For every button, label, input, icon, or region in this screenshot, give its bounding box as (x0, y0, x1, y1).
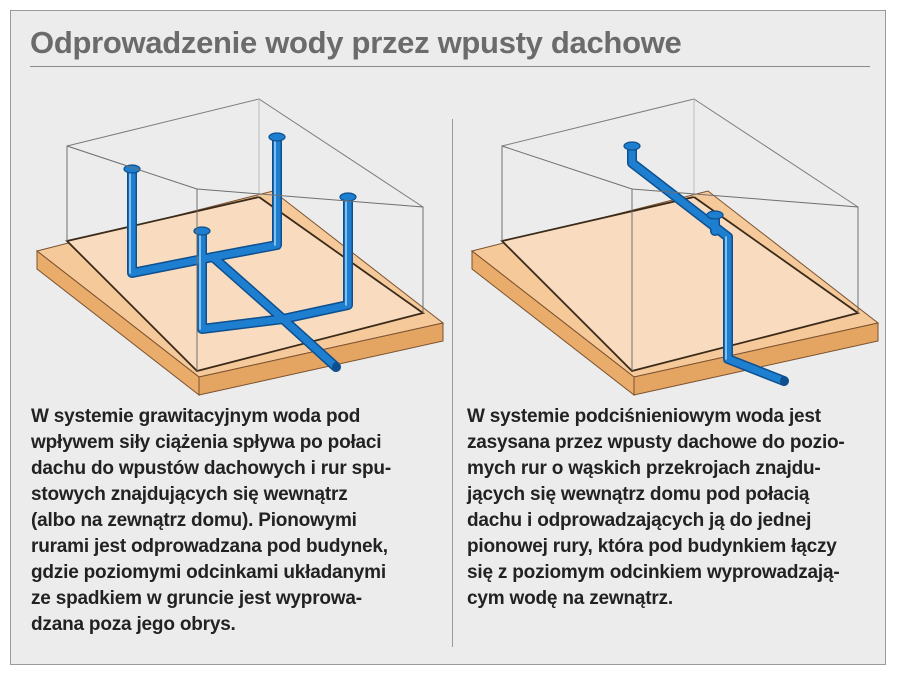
caption-line: cym wodę na zewnątrz. (467, 588, 673, 609)
vacuum-system-diagram (466, 91, 886, 401)
caption-line: rurami jest odprowadzana pod budynek, (31, 536, 388, 557)
caption-line: W systemie grawitacyjnym woda pod (31, 406, 361, 427)
caption-line: wpływem siły ciążenia spływa po połaci (31, 432, 382, 453)
house-back-edges (502, 99, 858, 207)
infographic-frame (10, 10, 886, 665)
title-rule (30, 66, 870, 67)
caption-line: jących się wewnątrz domu pod połacią (467, 484, 810, 505)
caption-line: gdzie poziomymi odcinkami układanymi (31, 562, 386, 583)
panel-divider (452, 119, 453, 647)
caption-line: dzana poza jego obrys. (31, 614, 236, 635)
gravity-system-diagram (31, 91, 451, 401)
house-back-edges (67, 99, 423, 207)
caption-line: stowych znajdujących się wewnątrz (31, 484, 348, 505)
page-title: Odprowadzenie wody przez wpusty dachowe (30, 25, 682, 60)
caption-line: (albo na zewnątrz domu). Pionowymi (31, 510, 357, 531)
vacuum-system-caption (467, 404, 877, 612)
caption-line: dachu do wpustów dachowych i rur spu- (31, 458, 391, 479)
caption-line: ze spadkiem w gruncie jest wyprowa- (31, 588, 362, 609)
pipe-outlet (780, 376, 788, 386)
caption-line: pionowej rury, która pod budynkiem łączy (467, 536, 837, 557)
caption-line: W systemie podciśnieniowym woda jest (467, 406, 821, 427)
caption-line: mych rur o wąskich przekrojach znajdu- (467, 458, 821, 479)
caption-line: się z poziomym odcinkiem wyprowadzają- (467, 562, 840, 583)
caption-line: zasysana przez wpusty dachowe do pozio- (467, 432, 845, 453)
gravity-system-caption (31, 404, 441, 638)
caption-line: dachu i odprowadzających ją do jednej (467, 510, 812, 531)
pipe-outlet (332, 362, 340, 372)
